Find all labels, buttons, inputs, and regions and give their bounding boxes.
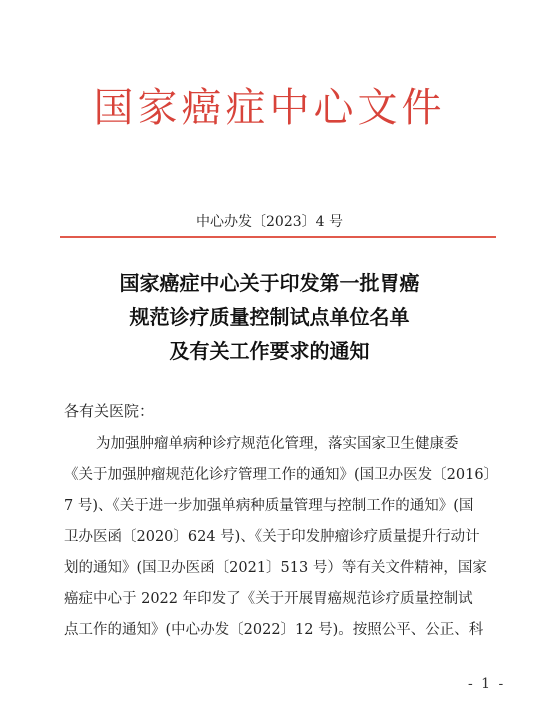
title-line: 规范诊疗质量控制试点单位名单 (129, 305, 410, 329)
document-number: 中心办发〔2023〕4 号 (196, 214, 343, 230)
body-line: 《关于加强肿瘤规范化诊疗管理工作的通知》(国卫办医发〔2016〕 (64, 467, 499, 483)
salutation: 各有关医院： (64, 402, 155, 420)
document-issuer-header: 国家癌症中心文件 (93, 85, 446, 131)
body-line: 点工作的通知》(中心办发〔2022〕12 号)。按照公平、公正、科 (64, 622, 484, 638)
body-line: 卫办医函〔2020〕624 号)、《关于印发肿瘤诊疗质量提升行动计 (64, 529, 480, 545)
document-title (0, 266, 539, 368)
body-line: 癌症中心于 2022 年印发了《关于开展胃癌规范诊疗质量控制试 (64, 591, 473, 607)
body-line: 划的通知》(国卫办医函〔2021〕513 号）等有关文件精神，国家 (64, 560, 487, 576)
red-divider-line (60, 236, 496, 238)
body-line: 7 号)、《关于进一步加强单病种质量管理与控制工作的通知》(国 (64, 498, 474, 514)
title-line: 国家癌症中心关于印发第一批胃癌 (119, 271, 420, 295)
body-line: 为加强肿瘤单病种诊疗规范化管理，落实国家卫生健康委 (96, 436, 459, 452)
title-line: 及有关工作要求的通知 (169, 339, 370, 363)
page-number: - 1 - (468, 676, 506, 692)
body-paragraph (64, 429, 499, 646)
